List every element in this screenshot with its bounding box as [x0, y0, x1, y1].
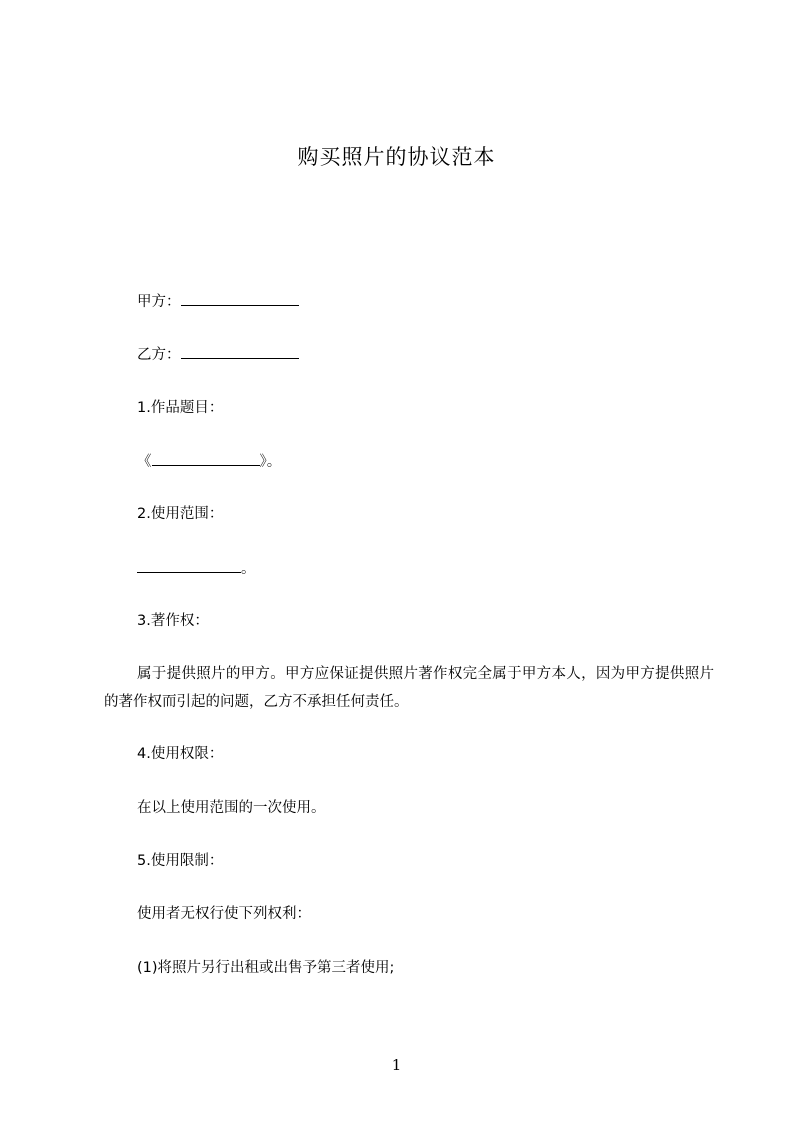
- scope-blank: [137, 558, 241, 573]
- document-title: 购买照片的协议范本: [297, 145, 496, 169]
- page-number: 1: [391, 1056, 402, 1074]
- item2-heading: 2.使用范围：: [137, 506, 224, 522]
- party-a-line: [137, 291, 299, 312]
- item3-heading: 3.著作权：: [137, 613, 209, 629]
- party-b-line: [137, 344, 299, 365]
- item4-heading: 4.使用权限：: [137, 746, 224, 762]
- scope-line: [137, 558, 256, 579]
- work-title-blank: [152, 451, 260, 466]
- party-a-blank: [181, 291, 299, 306]
- copyright-paragraph: 属于提供照片的甲方。甲方应保证提供照片著作权完全属于甲方本人，因为甲方提供照片的著作权而引起的问题，乙方不承担任何责任。: [104, 666, 714, 710]
- party-b-label: 乙方：: [137, 347, 181, 363]
- usage-rights-text: 在以上使用范围的一次使用。: [137, 800, 326, 816]
- scope-end: 。: [241, 561, 256, 577]
- restriction-intro: 使用者无权行使下列权利：: [137, 906, 311, 922]
- item1-heading: 1.作品题目：: [137, 400, 224, 416]
- work-title-open: 《: [137, 454, 152, 470]
- party-b-blank: [181, 344, 299, 359]
- work-title-close: 》。: [259, 454, 282, 470]
- item5-heading: 5.使用限制：: [137, 853, 224, 869]
- work-title-line: [137, 451, 281, 472]
- party-a-label: 甲方：: [137, 294, 181, 310]
- restriction-item-1: (1)将照片另行出租或出售予第三者使用;: [137, 960, 395, 976]
